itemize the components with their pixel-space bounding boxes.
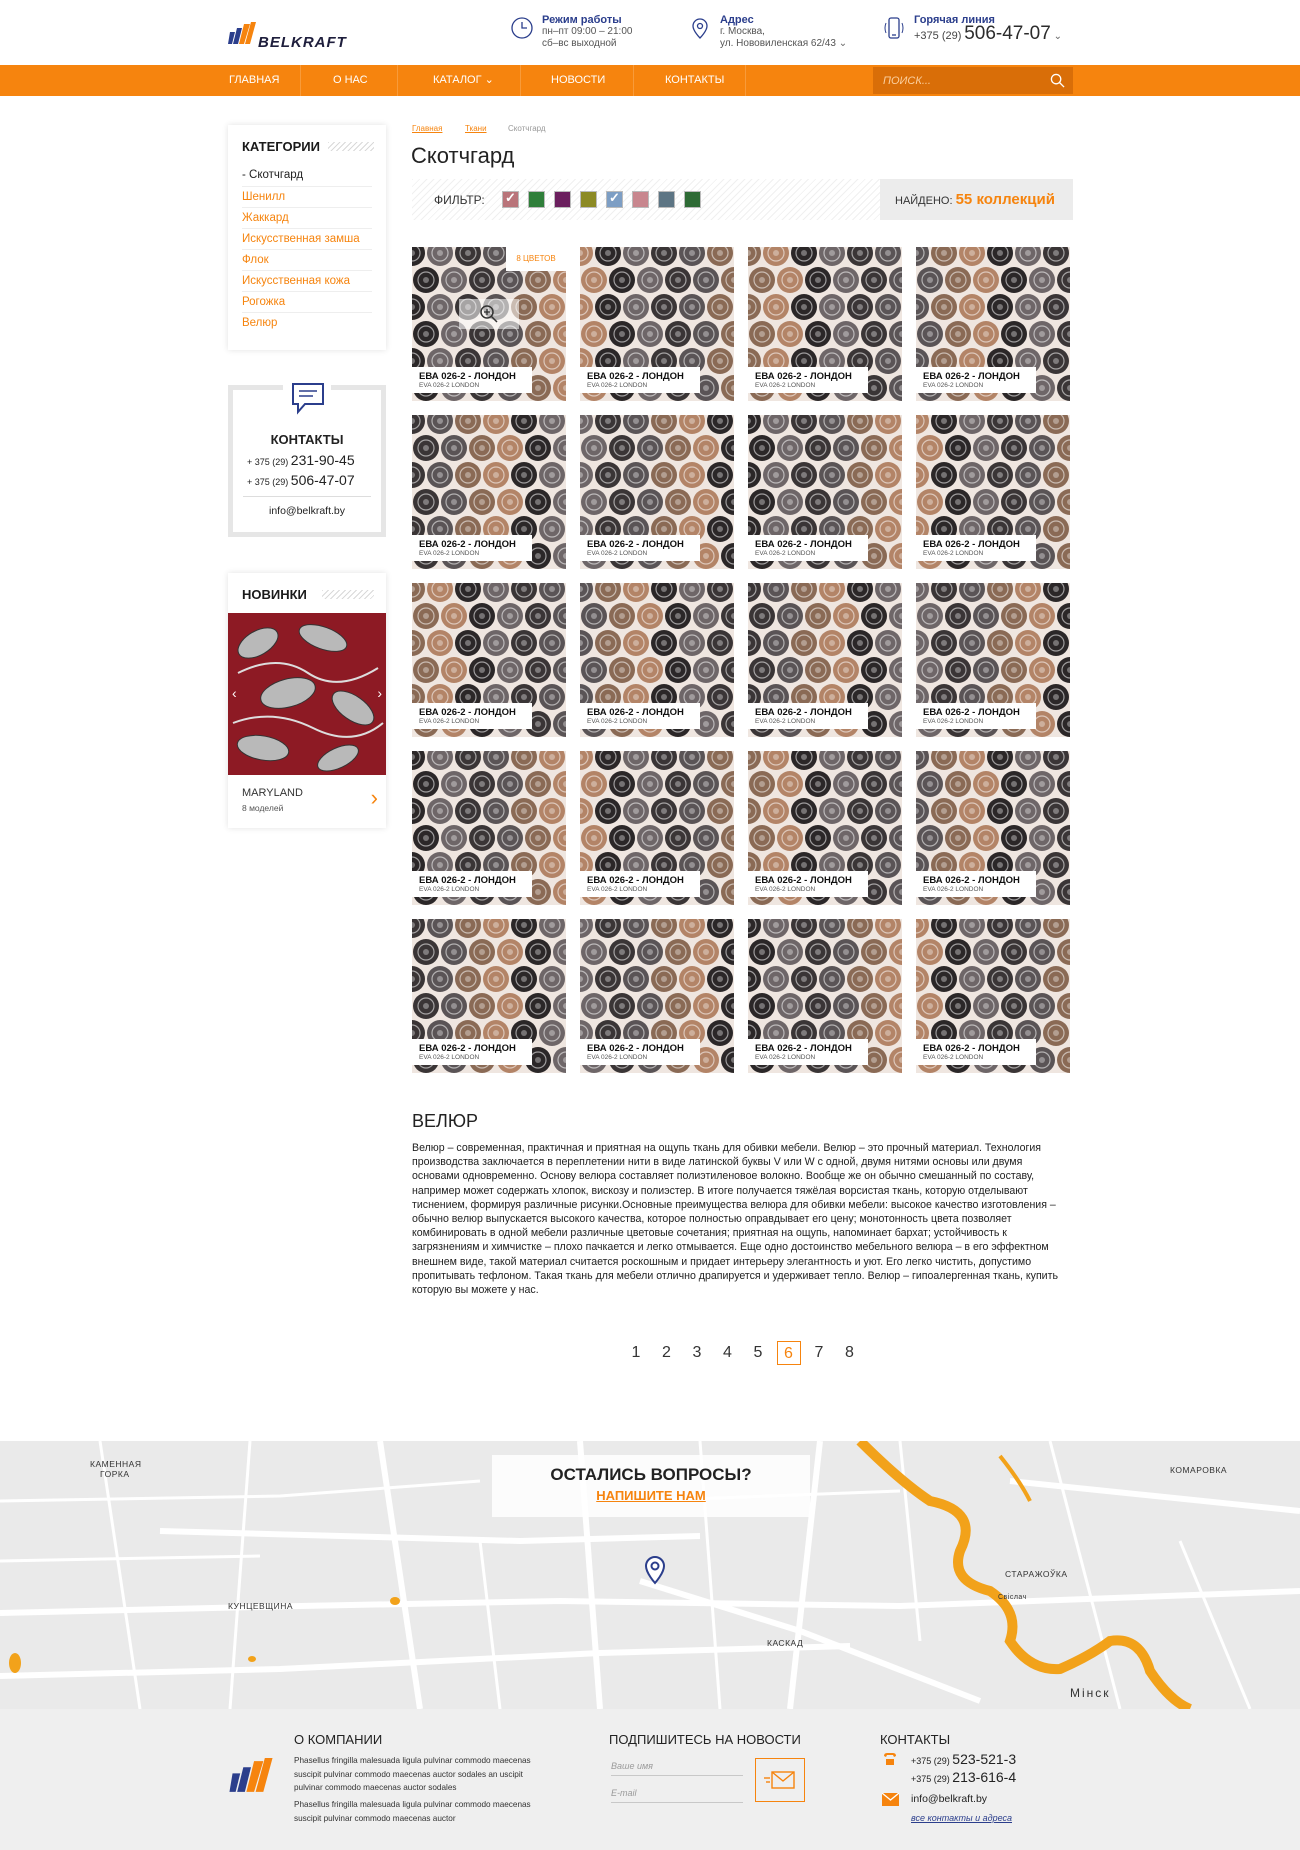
product-subname: EVA 026-2 LONDON — [419, 886, 480, 893]
all-contacts-link[interactable]: все контакты и адреса — [911, 1813, 1012, 1823]
product-name: ЕВА 026-2 - ЛОНДОН — [923, 707, 1020, 718]
about-text-1: Phasellus fringilla malesuada ligula pulvinar commodo maecenas suscipit pulvinar commodo maecenas auctor sodales an uscipit pulvinar commodo maecenas auctor sodales — [294, 1756, 531, 1792]
product-caption — [412, 871, 532, 897]
phone-prefix: + 375 (29) — [247, 457, 289, 467]
product-caption — [916, 535, 1036, 561]
product-caption — [748, 367, 868, 393]
product-card[interactable] — [748, 919, 902, 1073]
product-subname: EVA 026-2 LONDON — [587, 1054, 648, 1061]
name-input[interactable] — [611, 1756, 743, 1776]
product-card[interactable] — [916, 247, 1070, 401]
categories-panel — [228, 125, 386, 350]
product-name: ЕВА 026-2 - ЛОНДОН — [923, 371, 1020, 382]
category-scotchgard[interactable]: - Скотчгард — [242, 169, 304, 181]
page-link[interactable]: 2 — [662, 1344, 671, 1361]
product-caption — [412, 703, 532, 729]
footer-logo-icon — [228, 1758, 274, 1798]
product-name: ЕВА 026-2 - ЛОНДОН — [587, 707, 684, 718]
address-block[interactable] — [720, 14, 847, 50]
map-label-starazhouka: СТАРАЖОЎКА — [1005, 1569, 1068, 1579]
color-swatch[interactable] — [502, 191, 519, 208]
map[interactable] — [0, 1441, 1300, 1709]
product-subname: EVA 026-2 LONDON — [755, 1054, 816, 1061]
logo-mark-icon — [228, 22, 256, 48]
product-card[interactable] — [916, 919, 1070, 1073]
carousel-prev-icon[interactable]: ‹ — [232, 685, 237, 701]
product-name: ЕВА 026-2 - ЛОНДОН — [755, 539, 852, 550]
product-name: ЕВА 026-2 - ЛОНДОН — [587, 875, 684, 886]
nav-news[interactable]: НОВОСТИ — [551, 74, 606, 86]
address-title: Адрес — [720, 14, 754, 26]
main-nav — [0, 65, 1300, 96]
product-subname: EVA 026-2 LONDON — [923, 382, 984, 389]
breadcrumb-fabrics[interactable]: Ткани — [465, 124, 487, 133]
phone-number: 523-521-3 — [952, 1751, 1017, 1767]
location-pin-icon — [688, 16, 712, 40]
page-title: Скотчгард — [411, 143, 515, 168]
color-swatch[interactable] — [580, 191, 597, 208]
footer-phone-1[interactable] — [911, 1751, 1016, 1767]
page-link[interactable]: 1 — [631, 1344, 641, 1361]
search-input[interactable] — [873, 67, 1043, 94]
product-name: ЕВА 026-2 - ЛОНДОН — [419, 1043, 516, 1054]
product-subname: EVA 026-2 LONDON — [755, 886, 816, 893]
product-subname: EVA 026-2 LONDON — [419, 718, 480, 725]
product-subname: EVA 026-2 LONDON — [923, 718, 984, 725]
found-count-box — [880, 179, 1073, 220]
chevron-right-icon[interactable]: › — [370, 785, 378, 810]
color-swatch[interactable] — [658, 191, 675, 208]
product-card[interactable] — [916, 751, 1070, 905]
contacts-phone-2[interactable] — [247, 472, 355, 488]
map-label-komarovka: КОМАРОВКА — [1170, 1465, 1228, 1475]
contacts-panel — [228, 385, 386, 537]
mobile-phone-icon — [882, 16, 906, 40]
product-subname: EVA 026-2 LONDON — [587, 382, 648, 389]
product-caption — [412, 367, 532, 393]
new-arrival-count: 8 моделей — [242, 803, 284, 813]
phone-prefix: + 375 (29) — [247, 477, 289, 487]
new-arrivals-title: НОВИНКИ — [242, 587, 307, 602]
product-name: ЕВА 026-2 - ЛОНДОН — [587, 371, 684, 382]
product-subname: EVA 026-2 LONDON — [923, 550, 984, 557]
product-card[interactable] — [412, 415, 566, 569]
logo-text: BELKRAFT — [258, 34, 347, 51]
product-subname: EVA 026-2 LONDON — [587, 550, 648, 557]
address-city: г. Москва, — [720, 26, 765, 37]
found-label: НАЙДЕНО: — [895, 195, 953, 207]
working-hours — [542, 14, 632, 50]
hotline-title: Горячая линия — [914, 14, 995, 26]
nav-home[interactable]: ГЛАВНАЯ — [229, 74, 280, 86]
product-subname: EVA 026-2 LONDON — [419, 1054, 480, 1061]
category-velour[interactable]: Велюр — [242, 312, 372, 333]
nav-catalog-label: КАТАЛОГ — [433, 74, 482, 86]
carousel-next-icon[interactable]: › — [377, 685, 382, 701]
address-street: ул. Нововиленская 62/43 — [720, 38, 836, 49]
questions-box — [492, 1455, 810, 1517]
product-caption — [412, 535, 532, 561]
map-label-kuntsevshchina: КУНЦЕВЩИНА — [228, 1601, 294, 1611]
contacts-email[interactable]: info@belkraft.by — [268, 505, 346, 517]
category-chenille[interactable]: Шенилл — [242, 186, 372, 207]
chevron-down-icon[interactable]: ⌄ — [1053, 31, 1062, 42]
product-name: ЕВА 026-2 - ЛОНДОН — [419, 707, 516, 718]
breadcrumb-home[interactable]: Главная — [412, 124, 443, 133]
about-text-2: Phasellus fringilla malesuada ligula pulvinar commodo maecenas suscipit pulvinar commodo maecenas auctor — [294, 1800, 531, 1823]
filter-label: ФИЛЬТР: — [434, 193, 485, 207]
color-swatch[interactable] — [554, 191, 571, 208]
category-faux-leather[interactable]: Искусственная кожа — [242, 270, 372, 291]
found-count: 55 коллекций — [955, 191, 1055, 208]
description-text: Велюр – современная, практичная и приятная на ощупь ткань для обивки мебели. Велюр – это прочный материал. Технология производства заключается в переплетении нити в виде латинской буквы V или W с одной, двумя нитями основы или двумя основами одновременно. Основу велюра составляет полиэтиленовое волокно. Вообще же он обычно смешанный по составу, например может содержать хлопок, вискозу и полиэстер. В итоге получается тяжёлая ворсистая ткань, которую отделывают тиснением, формируя различные рисунки.Основные преимущества велюра для обивки мебели: высокое качество изготовления – обычно велюр выпускается высокого качества, которое полностью оправдывает его цену; монотонность цвета позволяет комбинировать в одной мебели различные цветовые сочетания; приятная на ощупь, напоминает бархат; устойчивость к загрязнениям и химчистке – плохо пачкается и легко отмывается. Еще одно достоинство мебельного велюра – в его эффектном внешнем виде, такой материал считается роскошным и придает интерьеру элегантность и уют. Его легко чистить, допустимо пропитывать тефлоном. Такая ткань для мебели отлично драпируется и удерживает тепло. Велюр – гипоалергенная ткань, купить которую вы можете у нас. — [412, 1142, 1058, 1297]
product-caption — [580, 367, 700, 393]
map-pin-icon[interactable] — [644, 1555, 666, 1585]
product-caption — [916, 367, 1036, 393]
product-card[interactable] — [412, 751, 566, 905]
page-link[interactable]: 3 — [692, 1344, 702, 1361]
product-name: ЕВА 026-2 - ЛОНДОН — [755, 875, 852, 886]
product-name: ЕВА 026-2 - ЛОНДОН — [923, 1043, 1020, 1054]
phone-number: 213-616-4 — [952, 1769, 1017, 1785]
phone-icon — [882, 1751, 898, 1767]
clock-icon — [510, 16, 534, 40]
filter-bar — [412, 179, 1073, 220]
product-name: ЕВА 026-2 - ЛОНДОН — [755, 1043, 852, 1054]
phone-prefix: +375 (29) — [911, 1756, 950, 1766]
product-card[interactable] — [412, 919, 566, 1073]
product-caption — [412, 1039, 532, 1065]
hours-weekdays: пн–пт 09:00 – 21:00 — [542, 26, 633, 37]
product-subname: EVA 026-2 LONDON — [755, 550, 816, 557]
product-card[interactable] — [580, 583, 734, 737]
page-link[interactable]: 5 — [753, 1344, 763, 1361]
product-card[interactable] — [748, 751, 902, 905]
color-swatch[interactable] — [684, 191, 701, 208]
product-name: ЕВА 026-2 - ЛОНДОН — [419, 371, 516, 382]
category-flock[interactable]: Флок — [242, 249, 372, 270]
product-name: ЕВА 026-2 - ЛОНДОН — [923, 539, 1020, 550]
product-card[interactable] — [580, 751, 734, 905]
categories-title: КАТЕГОРИИ — [242, 139, 320, 154]
new-arrival-image[interactable] — [228, 613, 386, 775]
product-subname: EVA 026-2 LONDON — [419, 382, 480, 389]
product-card[interactable] — [580, 415, 734, 569]
category-jacquard[interactable]: Жаккард — [242, 207, 372, 228]
map-label-kaskad: КАСКАД — [767, 1638, 804, 1648]
product-caption — [580, 703, 700, 729]
footer-contacts-title: КОНТАКТЫ — [880, 1732, 951, 1747]
phone-number: 506-47-07 — [290, 472, 355, 488]
product-subname: EVA 026-2 LONDON — [419, 550, 480, 557]
nav-catalog[interactable] — [433, 65, 494, 96]
product-caption — [916, 1039, 1036, 1065]
nav-contacts[interactable]: КОНТАКТЫ — [665, 74, 725, 86]
zoom-button[interactable] — [459, 299, 519, 329]
product-caption — [580, 535, 700, 561]
product-caption — [580, 1039, 700, 1065]
product-card[interactable] — [916, 583, 1070, 737]
logo[interactable] — [228, 22, 373, 52]
product-card[interactable] — [580, 919, 734, 1073]
hotline-prefix: +375 (29) — [914, 30, 962, 42]
page-link[interactable]: 8 — [845, 1344, 854, 1361]
map-label-gorka: ГОРКА — [100, 1469, 130, 1479]
search-box — [873, 67, 1073, 94]
product-caption — [580, 871, 700, 897]
product-name: ЕВА 026-2 - ЛОНДОН — [419, 875, 516, 886]
subscribe-title: ПОДПИШИТЕСЬ НА НОВОСТИ — [609, 1732, 801, 1747]
map-label-minsk: Мінск — [1070, 1686, 1111, 1700]
product-caption — [748, 535, 868, 561]
subscribe-button[interactable] — [755, 1758, 805, 1802]
product-name: ЕВА 026-2 - ЛОНДОН — [587, 1043, 684, 1054]
map-label-kamennaya: КАМЕННАЯ — [90, 1459, 142, 1469]
page-link[interactable]: 4 — [723, 1344, 732, 1361]
footer — [0, 1709, 1300, 1850]
product-caption — [748, 871, 868, 897]
product-subname: EVA 026-2 LONDON — [923, 1054, 984, 1061]
footer-phone-2[interactable] — [911, 1769, 1016, 1785]
product-name: ЕВА 026-2 - ЛОНДОН — [419, 539, 516, 550]
footer-email[interactable]: info@belkraft.by — [911, 1793, 988, 1805]
email-input[interactable] — [611, 1783, 743, 1803]
mail-icon — [882, 1793, 899, 1806]
hours-weekend: сб–вс выходной — [542, 38, 617, 49]
breadcrumb-current: Скотчгард — [508, 124, 546, 133]
hours-title: Режим работы — [542, 14, 622, 26]
product-subname: EVA 026-2 LONDON — [587, 718, 648, 725]
color-swatch[interactable] — [528, 191, 545, 208]
hotline-number[interactable]: 506-47-07 — [964, 23, 1051, 44]
product-name: ЕВА 026-2 - ЛОНДОН — [923, 875, 1020, 886]
chevron-down-icon: ⌄ — [484, 74, 494, 86]
product-caption — [748, 1039, 868, 1065]
map-label-svislach: Свіслач — [998, 1594, 1027, 1601]
new-arrivals-panel — [228, 573, 386, 828]
write-us-link[interactable]: НАПИШИТЕ НАМ — [596, 1488, 706, 1503]
product-name: ЕВА 026-2 - ЛОНДОН — [587, 539, 684, 550]
envelope-icon — [764, 1770, 796, 1790]
product-card[interactable] — [748, 583, 902, 737]
zoom-icon — [479, 304, 499, 324]
phone-number: 231-90-45 — [290, 452, 355, 468]
product-name: ЕВА 026-2 - ЛОНДОН — [755, 707, 852, 718]
product-card[interactable] — [412, 247, 566, 401]
page-link[interactable]: 6 — [777, 1341, 801, 1365]
nav-about[interactable]: О НАС — [333, 74, 368, 86]
product-card[interactable] — [412, 583, 566, 737]
description-title: ВЕЛЮР — [412, 1111, 479, 1131]
colors-badge: 8 ЦВЕТОВ — [506, 247, 566, 271]
chevron-down-icon[interactable]: ⌄ — [838, 38, 848, 49]
product-subname: EVA 026-2 LONDON — [755, 382, 816, 389]
product-caption — [916, 703, 1036, 729]
product-card[interactable] — [748, 415, 902, 569]
search-icon[interactable] — [1050, 73, 1065, 88]
product-card[interactable] — [916, 415, 1070, 569]
category-matting[interactable]: Рогожка — [242, 291, 372, 312]
about-title: О КОМПАНИИ — [294, 1732, 383, 1747]
phone-prefix: +375 (29) — [911, 1774, 950, 1784]
category-faux-suede[interactable]: Искусственная замша — [242, 228, 372, 249]
product-caption — [916, 871, 1036, 897]
new-arrival-name[interactable]: MARYLAND — [242, 787, 303, 799]
questions-title: ОСТАЛИСЬ ВОПРОСЫ? — [550, 1465, 752, 1484]
product-subname: EVA 026-2 LONDON — [755, 718, 816, 725]
contacts-title: КОНТАКТЫ — [270, 432, 344, 447]
color-swatch[interactable] — [632, 191, 649, 208]
product-subname: EVA 026-2 LONDON — [587, 886, 648, 893]
contacts-phone-1[interactable] — [247, 452, 355, 468]
hotline-block[interactable] — [914, 14, 1062, 43]
product-name: ЕВА 026-2 - ЛОНДОН — [755, 371, 852, 382]
color-swatch[interactable] — [606, 191, 623, 208]
page-link[interactable]: 7 — [814, 1344, 824, 1361]
product-card[interactable] — [748, 247, 902, 401]
product-caption — [748, 703, 868, 729]
product-subname: EVA 026-2 LONDON — [923, 886, 984, 893]
chat-bubble-icon — [290, 381, 326, 415]
product-card[interactable] — [580, 247, 734, 401]
